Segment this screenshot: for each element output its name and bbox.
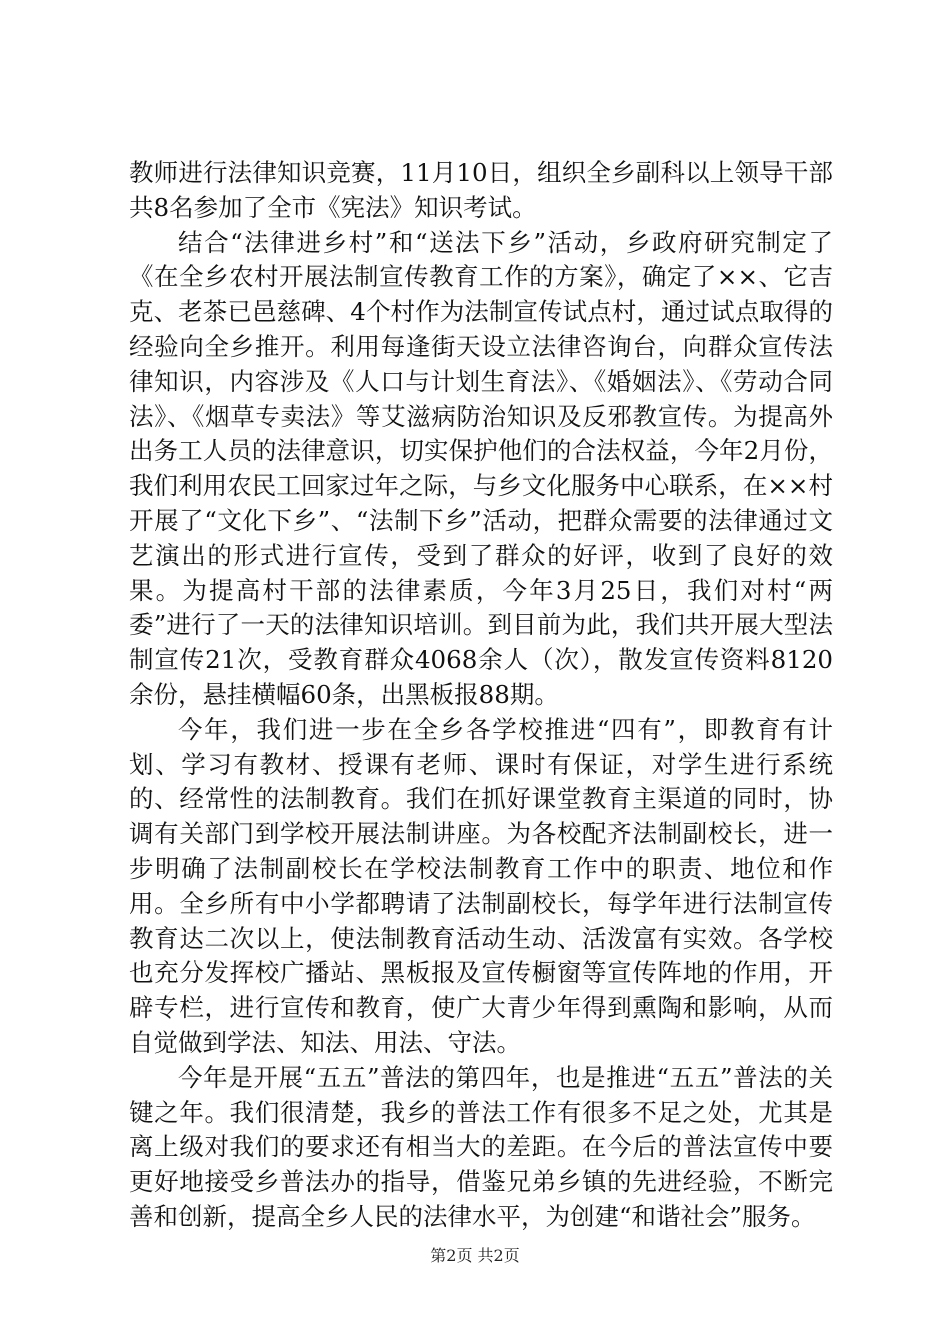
paragraph-continuation: 教师进行法律知识竞赛，11月10日，组织全乡副科以上领导干部共8名参加了全市《宪法》知识考试。 xyxy=(129,158,833,222)
document-body xyxy=(129,156,833,1235)
paragraph-conclusion: 今年是开展“五五”普法的第四年，也是推进“五五”普法的关键之年。我们很清楚，我乡的普法工作有很多不足之处，尤其是离上级对我们的要求还有相当大的差距。在今后的普法宣传中要更好地接受乡普法办的指导，借鉴兄弟乡镇的先进经验，不断完善和创新，提高全乡人民的法律水平，为创建“和谐社会”服务。 xyxy=(129,1062,833,1231)
paragraph-school-education: 今年，我们进一步在全乡各学校推进“四有”，即教育有计划、学习有教材、授课有老师、课时有保证，对学生进行系统的、经常性的法制教育。我们在抓好课堂教育主渠道的同时，协调有关部门到学校开展法制讲座。为各校配齐法制副校长，进一步明确了法制副校长在学校法制教育工作中的职责、地位和作用。全乡所有中小学都聘请了法制副校长，每学年进行法制宣传教育达二次以上，使法制教育活动生动、活泼富有实效。各学校也充分发挥校广播站、黑板报及宣传橱窗等宣传阵地的作用，开辟专栏，进行宣传和教育，使广大青少年得到熏陶和影响，从而自觉做到学法、知法、用法、守法。 xyxy=(129,714,833,1057)
paragraph-legal-outreach: 结合“法律进乡村”和“送法下乡”活动，乡政府研究制定了《在全乡农村开展法制宣传教育工作的方案》，确定了××、它吉克、老茶已邑慈碑、4个村作为法制宣传试点村，通过试点取得的经验向全乡推开。利用每逢街天设立法律咨询台，向群众宣传法律知识，内容涉及《人口与计划生育法》、《婚姻法》、《劳动合同法》、《烟草专卖法》等艾滋病防治知识及反邪教宣传。为提高外出务工人员的法律意识，切实保护他们的合法权益，今年2月份，我们利用农民工回家过年之际，与乡文化服务中心联系，在××村开展了“文化下乡”、“法制下乡”活动，把群众需要的法律通过文艺演出的形式进行宣传，受到了群众的好评，收到了良好的效果。为提高村干部的法律素质，今年3月25日，我们对村“两委”进行了一天的法律知识培训。到目前为此，我们共开展大型法制宣传21次，受教育群众4068余人（次），散发宣传资料8120余份，悬挂横幅60条，出黑板报88期。 xyxy=(129,227,833,709)
page-footer: 第2页 共2页 xyxy=(430,1246,520,1265)
